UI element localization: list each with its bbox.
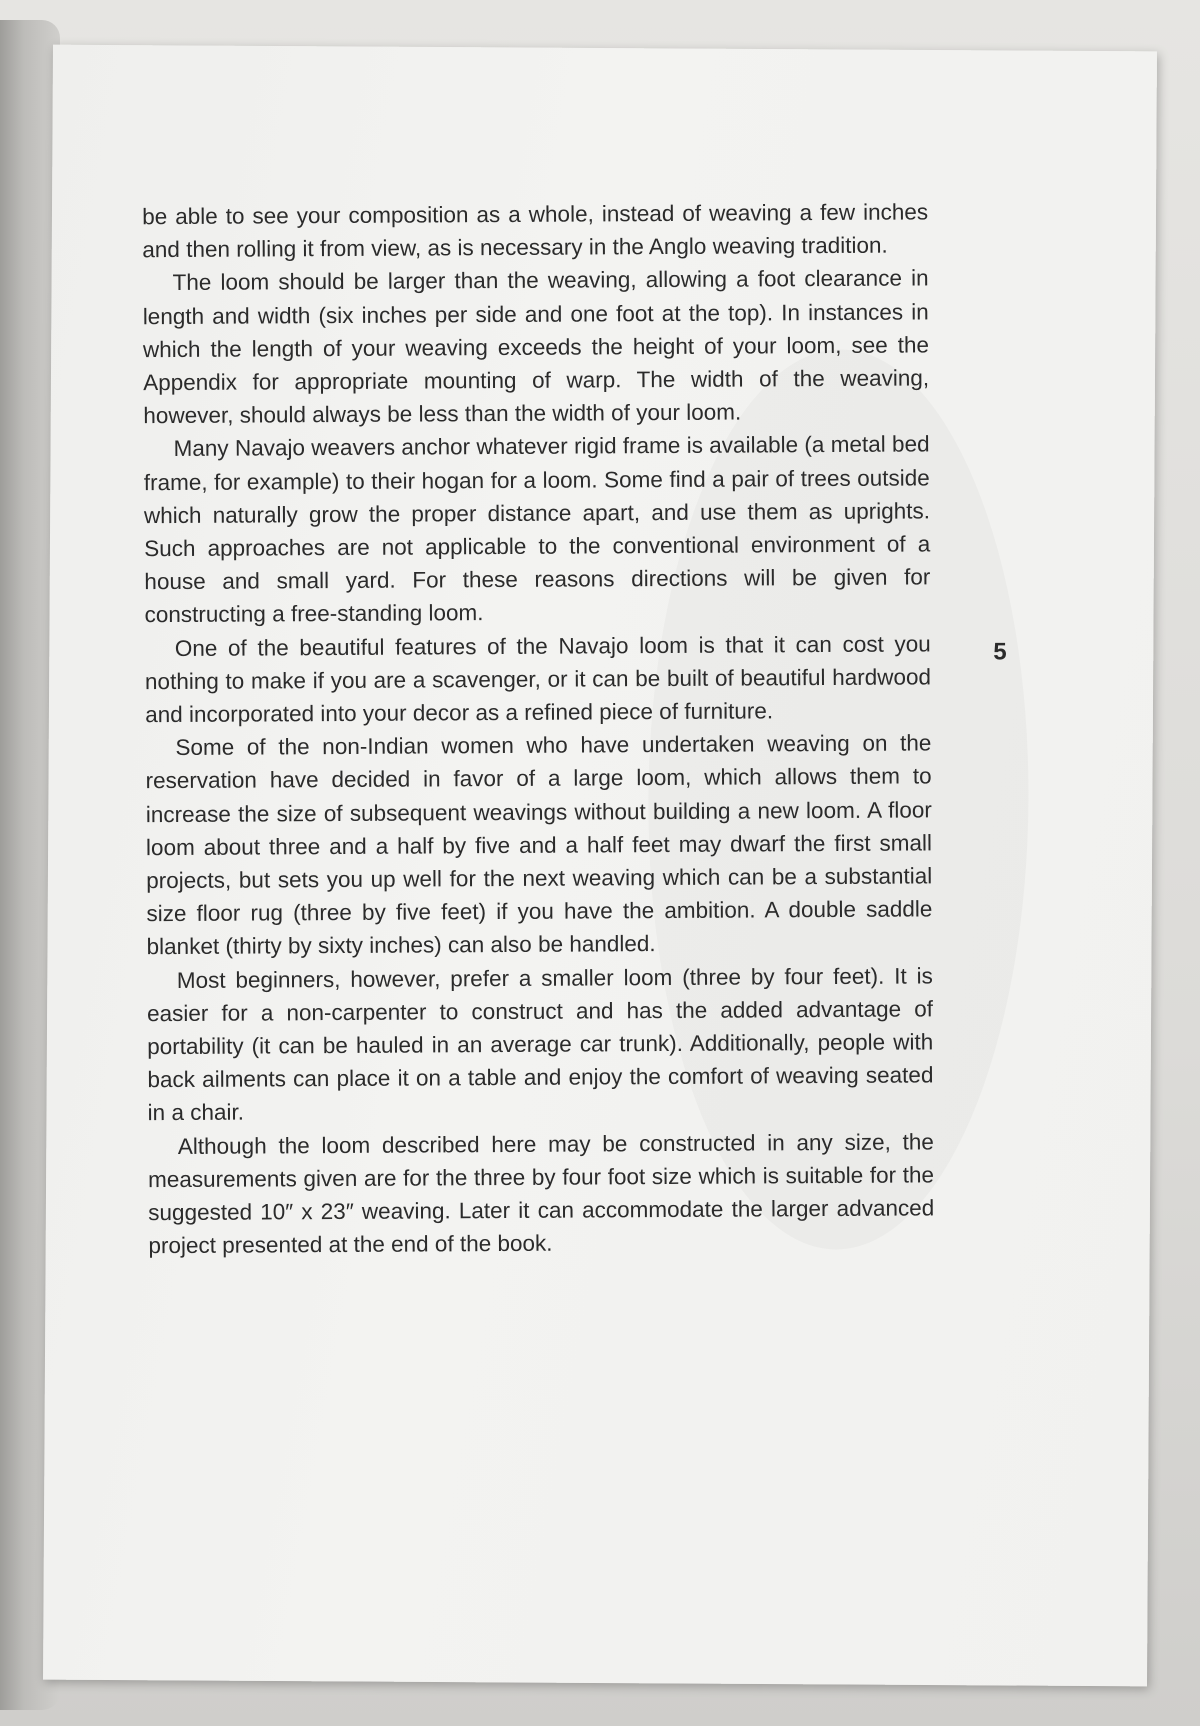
- book-page: [43, 45, 1157, 1687]
- body-text: [142, 195, 934, 1262]
- paragraph-6: Most beginners, however, prefer a smaller loom (three by four feet). It is easier for a non-carpenter to construct and has the added advantage of portability (it can be hauled in an average car trunk). Additionally, people with back ailments can place it on a table and enjoy the comfort of weaving seated in a chair.: [146, 963, 934, 1126]
- paragraph-7: Although the loom described here may be constructed in any size, the measurements given are for the three by four foot size which is suitable for the suggested 10″ x 23″ weaving. Later it can accommodate the larger advanced project presented at the end of the book.: [147, 1129, 935, 1259]
- paragraph-5: Some of the non-Indian women who have undertaken weaving on the reservation have decided in favor of a large loom, which allows them to increase the size of subsequent weavings without building a new loom. A floor loom about three and a half by five and a half feet may dwarf the first small projects, but sets you up well for the next weaving which can be a substantial size floor rug (three by five feet) if you have the ambition. A double saddle blanket (thirty by sixty inches) can also be handled.: [145, 730, 933, 960]
- paragraph-2: The loom should be larger than the weaving, allowing a foot clearance in length and width (six inches per side and one foot at the top). In instances in which the length of your weaving exceeds the height of your loom, see the Appendix for appropriate mounting of warp. The width of the weaving, however, should always be less than the width of your loom.: [142, 265, 930, 429]
- page-number: 5: [993, 638, 1007, 666]
- paragraph-4: One of the beautiful features of the Navajo loom is that it can cost you nothing to make if you are a scavenger, or it can be built of beautiful hardwood and incorporated into your decor as a refined piece of furniture.: [144, 631, 932, 728]
- paragraph-3: Many Navajo weavers anchor whatever rigid frame is available (a metal bed frame, for example) to their hogan for a loom. Some find a pair of trees outside which naturally grow the proper distance apart, and use them as uprights. Such approaches are not applicable to the conventional environment of a house and small yard. For these reasons directions will be given for constructing a free-standing loom.: [143, 431, 931, 628]
- paragraph-1: be able to see your composition as a whole, instead of weaving a few inches and then rolling it from view, as is necessary in the Anglo weaving tradition.: [142, 199, 929, 263]
